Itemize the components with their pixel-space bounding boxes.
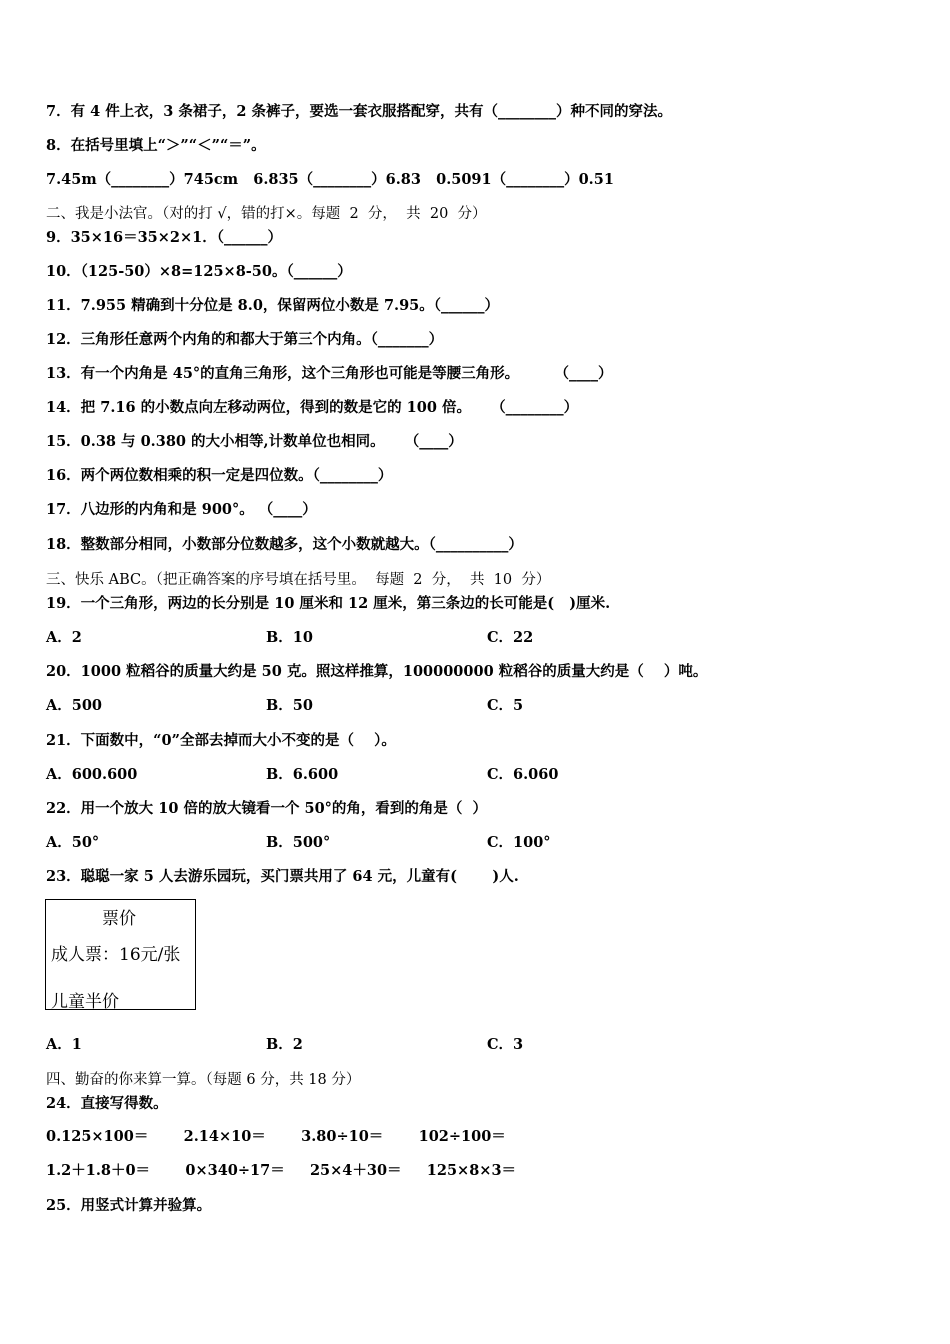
- section-3-heading: 三、快乐 ABC。（把正确答案的序号填在括号里。 每题 2 分， 共 10 分）: [46, 572, 551, 588]
- ticket-price-box: [45, 899, 196, 1010]
- question-8: 8．在括号里填上“＞”“＜”“＝”。: [46, 137, 266, 154]
- q23-option-c: C．3: [487, 1036, 524, 1053]
- price-box-child: 儿童半价: [51, 992, 119, 1012]
- question-11: 11．7.955 精确到十分位是 8.0，保留两位小数是 7.95。（______）: [46, 297, 500, 314]
- q21-option-a: A．600.600: [46, 766, 138, 783]
- question-9: 9．35×16＝35×2×1．（______）: [46, 229, 282, 246]
- question-13: 13．有一个内角是 45°的直角三角形，这个三角形也可能是等腰三角形。 （____）: [46, 365, 613, 382]
- q23-option-a: A．1: [46, 1036, 82, 1053]
- question-17: 17．八边形的内角和是 900°。 （____）: [46, 501, 317, 518]
- question-18: 18．整数部分相同，小数部分位数越多，这个小数就越大。（__________）: [46, 536, 523, 553]
- price-box-adult: 成人票：16元/张: [51, 945, 181, 965]
- question-23: 23．聪聪一家 5 人去游乐园玩，买门票共用了 64 元，儿童有( )人.: [46, 868, 519, 885]
- question-14: 14．把 7.16 的小数点向左移动两位，得到的数是它的 100 倍。 （________）: [46, 399, 579, 416]
- q20-option-a: A．500: [46, 697, 103, 714]
- q22-option-c: C．100°: [487, 834, 551, 851]
- q19-option-c: C．22: [487, 629, 534, 646]
- question-21: 21．下面数中，“0”全部去掉而大小不变的是（ ）。: [46, 732, 396, 749]
- question-20: 20．1000 粒稻谷的质量大约是 50 克。照这样推算，100000000 粒稻谷的质量大约是（ ）吨。: [46, 663, 708, 680]
- q21-option-b: B．6.600: [266, 766, 339, 783]
- section-4-heading: 四、勤奋的你来算一算。（每题 6 分，共 18 分）: [46, 1072, 361, 1088]
- section-2-heading: 二、我是小法官。（对的打 √，错的打×。每题 2 分， 共 20 分）: [46, 206, 487, 222]
- question-24-row-1: 0.125×100＝ 2.14×10＝ 3.80÷10＝ 102÷100＝: [46, 1128, 506, 1145]
- q23-option-b: B．2: [266, 1036, 303, 1053]
- question-16: 16．两个两位数相乘的积一定是四位数。（________）: [46, 467, 393, 484]
- q19-option-a: A．2: [46, 629, 82, 646]
- question-25: 25．用竖式计算并验算。: [46, 1197, 212, 1214]
- question-24-row-2: 1.2＋1.8＋0＝ 0×340÷17＝ 25×4＋30＝ 125×8×3＝: [46, 1162, 517, 1179]
- question-19: 19．一个三角形，两边的长分别是 10 厘米和 12 厘米，第三条边的长可能是( )厘米.: [46, 595, 611, 612]
- question-15: 15．0.38 与 0.380 的大小相等,计数单位也相同。 （____）: [46, 433, 463, 450]
- q19-option-b: B．10: [266, 629, 313, 646]
- question-12: 12．三角形任意两个内角的和都大于第三个内角。（_______）: [46, 331, 444, 348]
- q20-option-b: B．50: [266, 697, 313, 714]
- question-7: 7．有 4 件上衣，3 条裙子，2 条裤子，要选一套衣服搭配穿，共有（________）种不同的穿法。: [46, 103, 673, 120]
- question-10: 10．（125-50）×8=125×8-50。（______）: [46, 263, 352, 280]
- price-box-title: 票价: [102, 909, 136, 929]
- q22-option-b: B．500°: [266, 834, 331, 851]
- question-8-items: 7.45m（________）745cm 6.835（________）6.83 0.5091（________）0.51: [46, 171, 614, 188]
- question-22: 22．用一个放大 10 倍的放大镜看一个 50°的角，看到的角是（ ）: [46, 800, 488, 817]
- q21-option-c: C．6.060: [487, 766, 559, 783]
- q20-option-c: C．5: [487, 697, 524, 714]
- question-24: 24．直接写得数。: [46, 1095, 168, 1112]
- q22-option-a: A．50°: [46, 834, 100, 851]
